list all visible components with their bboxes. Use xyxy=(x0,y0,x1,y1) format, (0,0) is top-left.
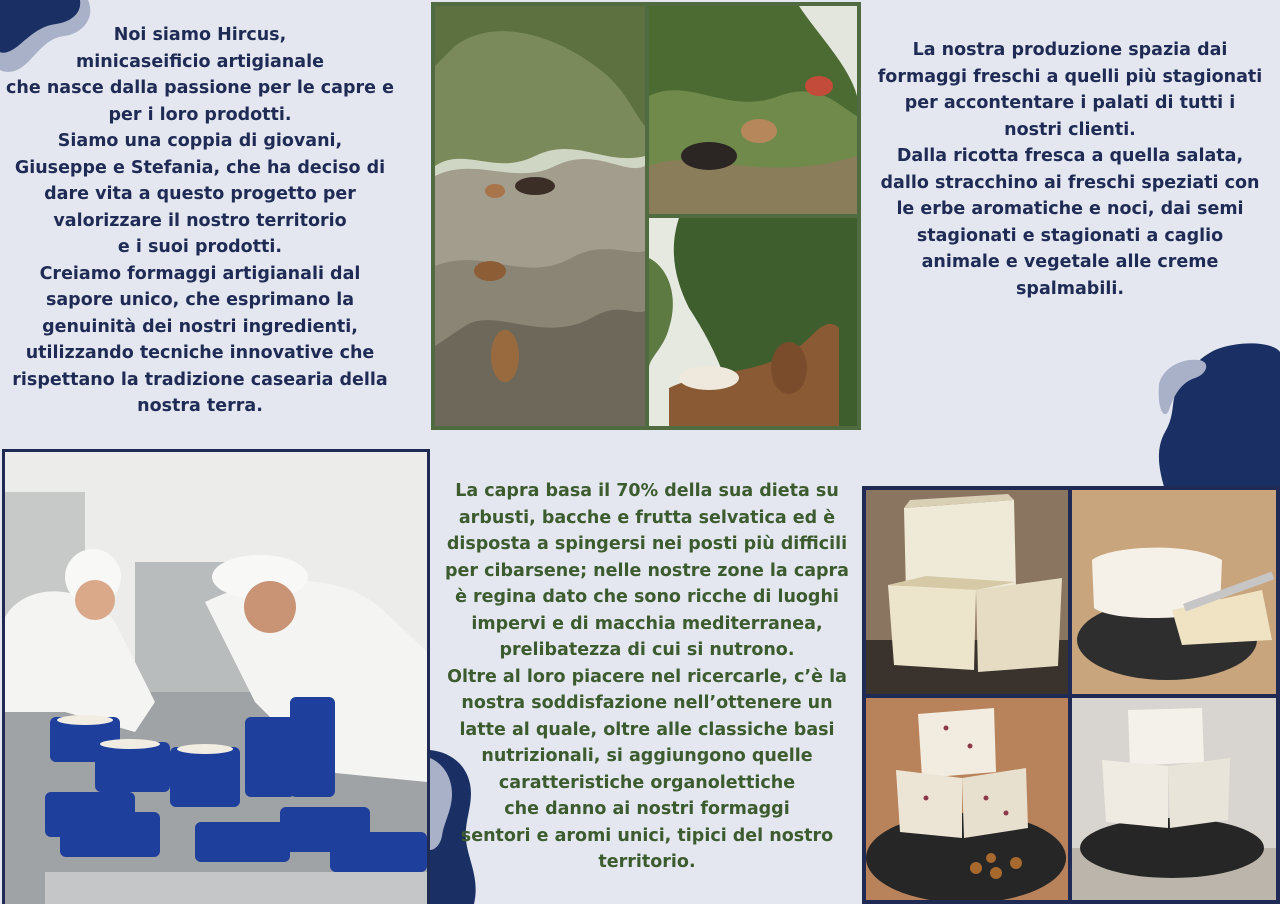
goats-on-rocks-photo xyxy=(435,6,645,426)
walnut-cheese-photo xyxy=(866,698,1068,900)
goat-diet-text: La capra basa il 70% della sua dieta su arbusti, bacche e frutta selvatica ed è disposta a spingersi nei posti più difficili per cibarsene; nelle nostre zone la capra è regina dato che sono ricche di luoghi impervi e di macchia mediterranea, prelibatezza di cui si nutrono. Oltre al loro piacere nel ricercarle, c’è la nostra soddisfazione nell’ottenere un latte al quale, oltre alle classiche basi nutrizionali, si aggiungono quelle caratteristiche organolettiche che danno ai nostri formaggi sentori e aromi unici, tipici del nostro territorio. xyxy=(445,481,849,872)
ricotta-slice-photo xyxy=(1072,490,1276,694)
goats-eating-leaves-photo xyxy=(649,218,857,426)
cheese-photo-grid xyxy=(862,486,1280,904)
decorative-blob-right xyxy=(1155,340,1280,490)
intro-text: Noi siamo Hircus, minicaseificio artigianale che nasce dalla passione per le capre e per i loro prodotti. Siamo una coppia di giovani, Giuseppe e Stefania, che ha deciso di dare vita a questo progetto per valorizzare il nostro territorio e i suoi prodotti. Creiamo formaggi artigianali dal sapore unico, che esprimano la genuinità dei nostri ingredienti, utilizzando tecniche innovative che rispettano la tradizione casearia della nostra terra. xyxy=(6,25,394,416)
aged-cheese-wedges-photo xyxy=(866,490,1068,694)
goats-grazing-shrub-photo xyxy=(649,6,857,214)
production-text: La nostra produzione spazia dai formaggi freschi a quelli più stagionati per accontentare i palati di tutti i nostri clienti. Dalla ricotta fresca a quella salata, dallo stracchino ai freschi speziati con le erbe aromatiche e noci, dai semi stagionati e stagionati a caglio animale e vegetale alle creme spalmabili. xyxy=(877,40,1263,299)
goat-photo-collage xyxy=(431,2,861,430)
fresh-cheese-wedges-photo xyxy=(1072,698,1276,900)
cheese-lab-illustration xyxy=(5,452,427,904)
cheesemakers-photo xyxy=(2,449,430,904)
